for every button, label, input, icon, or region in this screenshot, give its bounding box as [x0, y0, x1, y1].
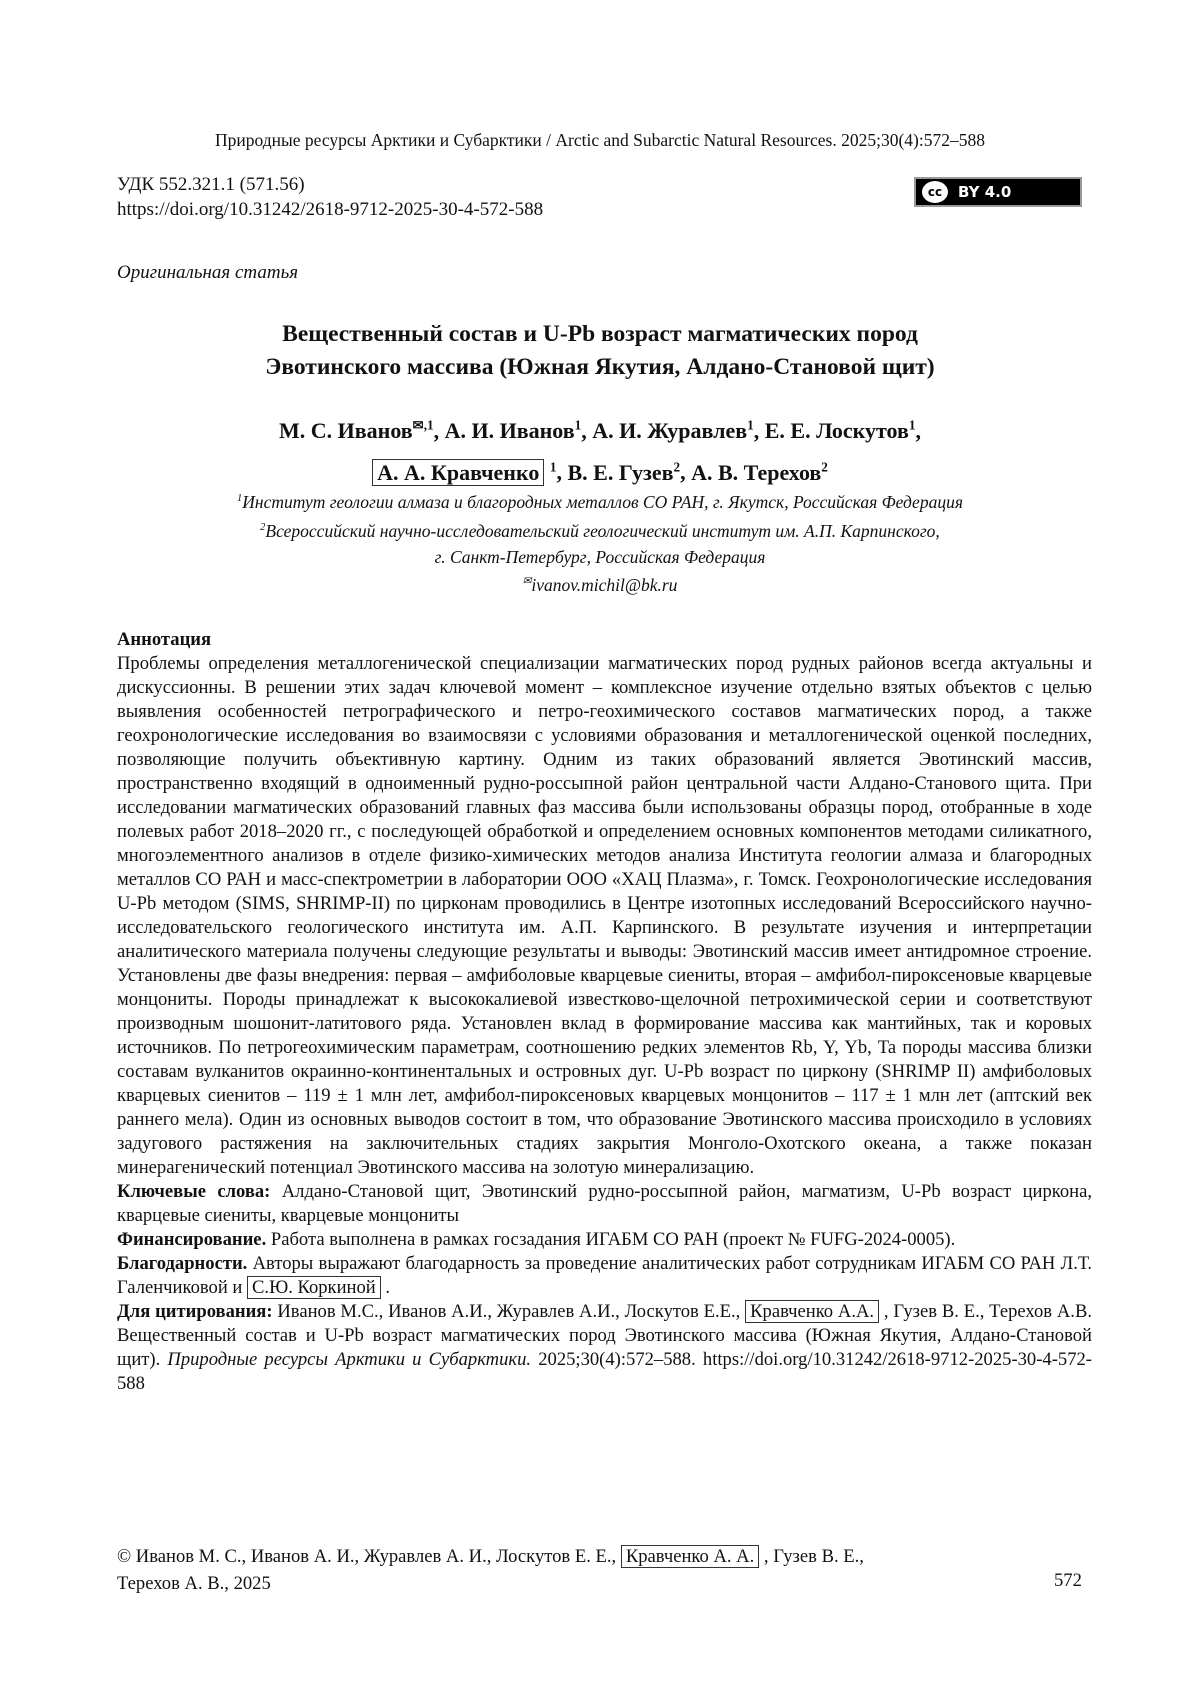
- title-line: Вещественный состав и U-Pb возраст магматических пород: [282, 321, 918, 347]
- doi-link[interactable]: https://doi.org/10.31242/2618-9712-2025-30-4-572-588: [117, 199, 544, 220]
- article-type: Оригинальная статья: [117, 262, 299, 283]
- author: А. И. Журавлев$^1$: [592, 418, 754, 444]
- page-number: 572: [1054, 1570, 1082, 1591]
- copyright: © Иванов М. С., Иванов А. И., Журавлев А. И., Лоскутов Е. Е., Кравченко А. А. , Гузев В. Е., Терехов А. В., 2025: [117, 1546, 864, 1594]
- udk-block: [117, 172, 543, 222]
- cc-icon: cc: [920, 179, 950, 205]
- author-list: М. С. Иванов$^{✉,1}$, А. И. Иванов$^1$, А. И. Журавлев$^1$, Е. Е. Лоскутов$^1$, А. А. Кравченко $^1$, В. Е. Гузев$^2$, А. В. Терехов$^2$: [279, 418, 921, 485]
- article-title: [0, 318, 1200, 384]
- affiliation: $^1$Институт геологии алмаза и благородных металлов СО РАН, г. Якутск, Российская Федерация: [237, 491, 963, 512]
- citation: Для цитирования: Иванов М.С., Иванов А.И., Журавлев А.И., Лоскутов Е.Е., Кравченко А.А. , Гузев В. Е., Терехов А.В. Вещественный состав и U-Pb возраст магматических пород Эвотинского массива (Южная Якутия, Алдано-Становой щит). Природные ресурсы Арктики и Субарктики. 2025;30(4):572–588. https://doi.org/10.31242/2618-9712-2025-30-4-572-588: [117, 1301, 1092, 1394]
- license-label: BY 4.0: [958, 183, 1012, 201]
- title-line: Эвотинского массива (Южная Якутия, Алдано-Становой щит): [265, 354, 935, 380]
- udk-code: УДК 552.321.1 (571.56): [117, 174, 305, 195]
- affiliation: $^2$Всероссийский научно-исследовательский геологический институт им. А.П. Карпинского,: [260, 520, 940, 541]
- affiliation: г. Санкт-Петербург, Российская Федерация: [434, 546, 766, 567]
- author: М. С. Иванов$^{✉,1}$: [279, 418, 434, 444]
- contact-email[interactable]: ✉ivanov.michil@bk.ru: [522, 575, 678, 595]
- keywords: Ключевые слова: Алдано-Становой щит, Эвотинский рудно-россыпной район, магматизм, U-Pb возраст циркона, кварцевые сиениты, кварцевые монцониты: [117, 1181, 1092, 1226]
- affiliations: [0, 486, 1200, 570]
- envelope-icon: ✉: [522, 576, 532, 588]
- abstract-text: Проблемы определения металлогенической специализации магматических пород рудных районов всегда актуальны и дискуссионны. В решении этих задач ключевой момент – комплексное изучение отдельно взятых объектов с целью выявления особенностей петрографического и петро-геохимического составов магматических пород, а также геохронологические исследования во взаимосвязи с условиями образования и металлогенической оценкой последних, позволяющие получить объективную картину. Одним из таких образований является Эвотинский массив, пространственно входящий в одноименный рудно-россыпной район центральной части Алдано-Станового щита. При исследовании магматических образований главных фаз массива были использованы образцы пород, отобранные в ходе полевых работ 2018–2020 гг., с последующей обработкой и определением основных компонентов методами силикатного, многоэлементного анализов в отделе физико-химических методов анализа Института геологии алмаза и благородных металлов СО РАН и масс-спектрометрии в лаборатории ООО «ХАЦ Плазма», г. Томск. Геохронологические исследования U-Pb методом (SIMS, SHRIMP-II) по цирконам проводились в Центре изотопных исследований Всероссийского научно-исследовательского геологического института им. А.П. Карпинского. В результате изучения и интерпретации аналитического материала получены следующие результаты и выводы: Эвотинский массив имеет антидромное строение. Установлены две фазы внедрения: первая – амфиболовые кварцевые сиениты, вторая – амфибол-пироксеновые кварцевые монцониты. Породы принадлежат к высококалиевой известково-щелочной петрохимической серии и соответствуют производным шошонит-латитового ряда. Установлен вклад в формирование массива как мантийных, так и коровых источников. По петрогеохимическим параметрам, соотношению редких элементов Rb, Y, Yb, Ta породы массива близки составам вулканитов окраинно-континентальных и островных дуг. U-Pb возраст по циркону (SHRIMP II) амфиболовых кварцевых сиенитов – 119 ± 1 млн лет, амфибол-пироксеновых кварцевых монцонитов – 117 ± 1 млн лет (аптский век раннего мела). Один из основных выводов состоит в том, что образование Эвотинского массива происходило в условиях задугового растяжения на заключительных стадиях закрытия Монголо-Охотского океана, а также показан минерагенический потенциал Эвотинского массива на золотую минерализацию.: [117, 653, 1092, 1178]
- author-boxed: А. А. Кравченко $^1$: [372, 460, 556, 485]
- abstract-heading: Аннотация: [117, 629, 212, 650]
- cc-license-badge[interactable]: [914, 177, 1082, 207]
- author: В. Е. Гузев$^2$: [567, 459, 681, 485]
- abstract-section: [117, 628, 1092, 1396]
- acknowledgments: Благодарности. Авторы выражают благодарность за проведение аналитических работ сотрудникам ИГАБМ СО РАН Л.Т. Галенчиковой и С.Ю. Коркиной .: [117, 1253, 1093, 1298]
- running-header: Природные ресурсы Арктики и Субарктики / Arctic and Subarctic Natural Resources. 2025;30(4):572–588: [214, 130, 985, 150]
- author: А. В. Терехов$^2$: [691, 459, 828, 485]
- author: Е. Е. Лоскутов$^1$: [764, 418, 916, 444]
- author: А. И. Иванов$^1$: [444, 418, 582, 444]
- funding: Финансирование. Работа выполнена в рамках госзадания ИГАБМ СО РАН (проект № FUFG-2024-0005).: [117, 1229, 956, 1250]
